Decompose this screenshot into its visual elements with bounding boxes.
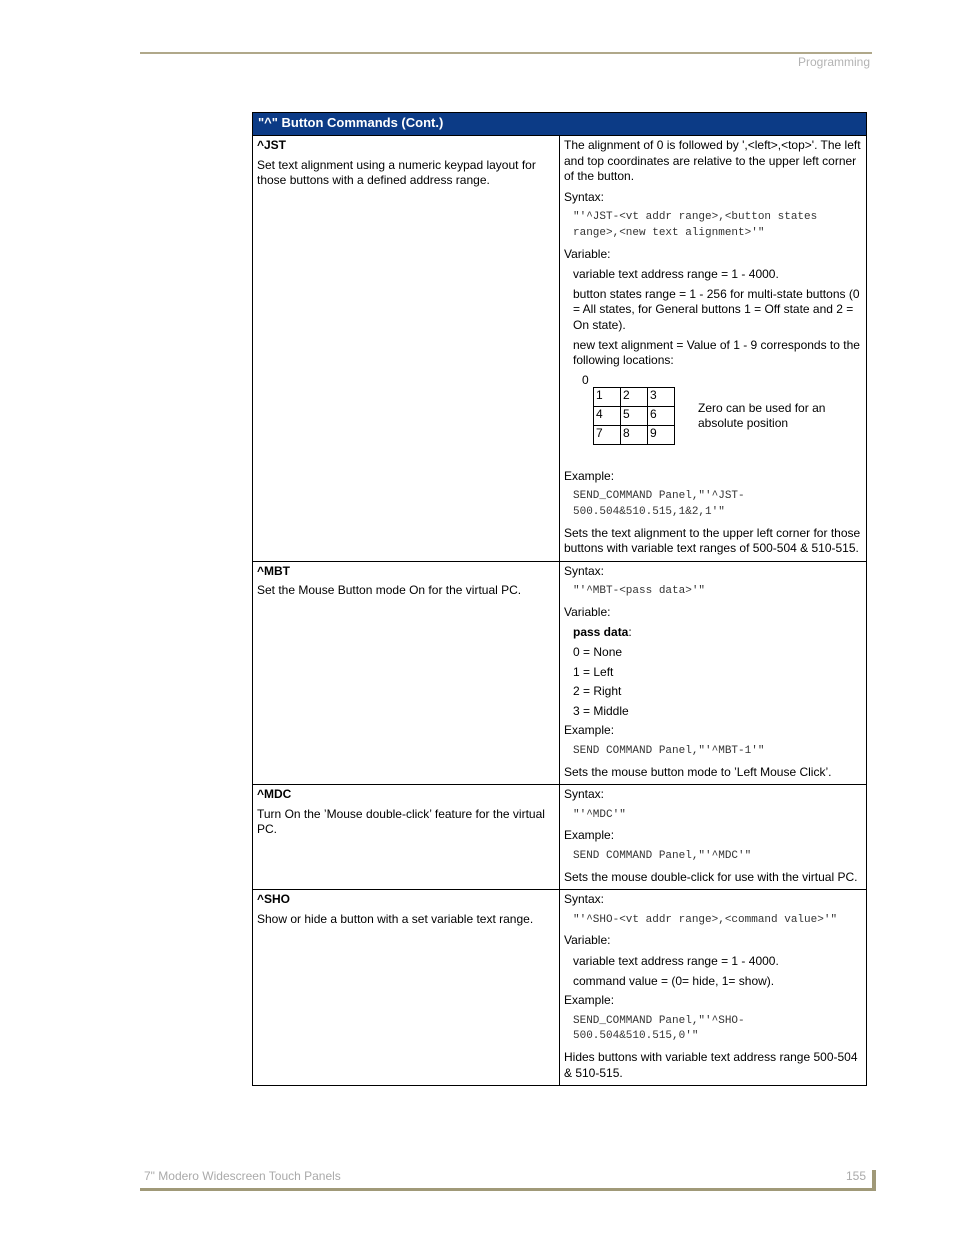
example-code: SEND_COMMAND Panel,"'^JST-500.504&510.515,1&2,1'" (573, 490, 745, 518)
example-code: SEND COMMAND Panel,"'^MDC'" (573, 850, 752, 862)
result-text: Sets the mouse double-click for use with the virtual PC. (564, 869, 858, 884)
section-title: Programming (797, 55, 870, 69)
syntax-code: "'^SHO-<vt addr range>,<command value>'" (573, 913, 838, 926)
example-code: SEND_COMMAND Panel,"'^SHO-500.504&510.515,0'" (573, 1014, 745, 1043)
grid-cell: 2 (621, 387, 648, 406)
page-number: 155 (846, 1169, 867, 1183)
grid-cell: 4 (594, 406, 621, 425)
grid-cell: 8 (621, 425, 648, 444)
option-item: 2 = Right (573, 684, 622, 699)
details-cell-mbt (560, 561, 867, 785)
button-commands-table (252, 112, 867, 1086)
intro-text: The alignment of 0 is followed by ',<left>,<top>'. The left and top coordinates are relative to the upper left corner of the button. (564, 138, 861, 184)
details-cell-mdc (560, 785, 867, 890)
command-cell-sho (253, 890, 560, 1086)
command-name: ^MBT (257, 563, 290, 578)
variable-item: variable text address range = 1 - 4000. (573, 267, 779, 282)
example-code: SEND COMMAND Panel,"'^MBT-1'" (573, 745, 765, 758)
example-label: Example: (564, 723, 615, 738)
command-cell-mdc (253, 785, 560, 890)
result-text: Hides buttons with variable text address range 500-504 & 510-515. (564, 1049, 858, 1080)
option-item: 3 = Middle (573, 703, 629, 718)
syntax-label: Syntax: (564, 189, 605, 204)
command-name: ^SHO (257, 892, 291, 907)
option-item: 1 = Left (573, 664, 614, 679)
syntax-code: "'^JST-<vt addr range>,<button states range>,<new text alignment>'" (573, 211, 818, 239)
example-label: Example: (564, 993, 615, 1008)
table-row (253, 890, 867, 1086)
grid-note: Zero can be used for an absolute position (698, 400, 826, 431)
variable-item: new text alignment = Value of 1 - 9 corresponds to the following locations: (573, 337, 860, 368)
table-row (253, 785, 867, 890)
table-title: "^" Button Commands (Cont.) (253, 113, 867, 136)
command-description: Set the Mouse Button mode On for the virtual PC. (257, 583, 522, 598)
grid-cell: 7 (594, 425, 621, 444)
grid-cell: 1 (594, 387, 621, 406)
variable-item: button states range = 1 - 256 for multi-state buttons (0 = All states, for General buttons 1 = Off state and 2 = On state). (573, 286, 860, 332)
details-cell-jst (560, 136, 867, 562)
alignment-grid-area (564, 373, 862, 461)
result-text: Sets the mouse button mode to ’Left Mouse Click’. (564, 764, 832, 779)
command-cell-mbt (253, 561, 560, 785)
variable-label: Variable: (564, 604, 611, 619)
variable-item: command value = (0= hide, 1= show). (573, 973, 775, 988)
grid-cell: 9 (648, 425, 675, 444)
table-row (253, 561, 867, 785)
grid-cell: 6 (648, 406, 675, 425)
result-text: Sets the text alignment to the upper left corner for those buttons with variable text ranges of 500-504 & 510-515. (564, 525, 861, 556)
alignment-grid (593, 387, 675, 445)
variable-item: pass data: (573, 625, 632, 640)
grid-cell: 5 (621, 406, 648, 425)
syntax-code: "'^MBT-<pass data>'" (573, 585, 706, 598)
grid-cell: 3 (648, 387, 675, 406)
variable-label: Variable: (564, 933, 611, 948)
command-cell-jst (253, 136, 560, 562)
table-row (253, 136, 867, 562)
command-description: Set text alignment using a numeric keypad layout for those buttons with a defined address range. (257, 157, 536, 188)
footer-corner-mark (872, 1170, 876, 1190)
syntax-label: Syntax: (564, 563, 605, 578)
option-item: 0 = None (573, 645, 623, 660)
footer-doc-title: 7" Modero Widescreen Touch Panels (144, 1169, 341, 1183)
pass-data-label: pass data (573, 625, 629, 640)
footer-rule (140, 1188, 876, 1191)
command-name: ^JST (257, 138, 287, 152)
command-name: ^MDC (257, 787, 292, 802)
header-rule (140, 52, 872, 54)
command-description: Show or hide a button with a set variable text range. (257, 911, 534, 926)
details-cell-sho (560, 890, 867, 1086)
example-label: Example: (564, 828, 615, 843)
command-description: Turn On the ’Mouse double-click’ feature for the virtual PC. (257, 806, 545, 837)
grid-zero-label: 0 (582, 372, 589, 387)
syntax-code: "'^MDC'" (573, 808, 626, 821)
variable-label: Variable: (564, 246, 611, 261)
syntax-label: Syntax: (564, 892, 605, 907)
variable-item: variable text address range = 1 - 4000. (573, 953, 779, 968)
syntax-label: Syntax: (564, 787, 605, 802)
example-label: Example: (564, 468, 615, 483)
